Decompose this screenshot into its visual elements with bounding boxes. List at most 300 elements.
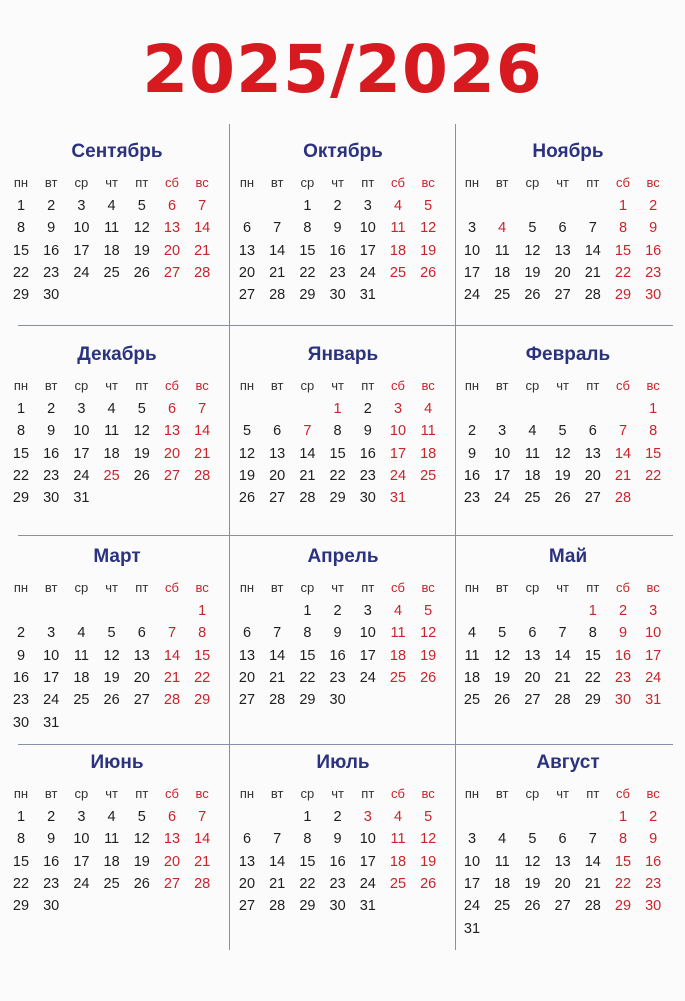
day-cell: 20: [269, 467, 286, 484]
day-cell: 19: [524, 264, 541, 281]
day-cell: 27: [584, 490, 601, 507]
month-name: Июнь: [90, 752, 144, 773]
day-cell: 28: [269, 898, 286, 915]
weekday-label: вт: [495, 580, 509, 595]
day-cell: 14: [269, 242, 286, 259]
weekday-label: чт: [105, 786, 118, 801]
day-cell: 15: [614, 853, 632, 870]
day-cell: 23: [614, 669, 632, 686]
day-cell: 13: [163, 831, 181, 848]
day-cell: 4: [107, 198, 116, 214]
day-cell: 1: [303, 198, 312, 214]
day-cell: 11: [494, 242, 510, 259]
day-cell: 22: [299, 264, 316, 281]
day-cell: 18: [524, 467, 541, 484]
day-cell: 30: [43, 287, 60, 304]
day-cell: 8: [303, 831, 312, 848]
day-cell: 1: [649, 401, 658, 417]
day-cell: 27: [163, 467, 181, 484]
day-cell: 22: [299, 669, 316, 686]
weekday-label: чт: [556, 175, 569, 190]
day-cell: 10: [463, 242, 481, 259]
weekday-label: пн: [464, 378, 480, 393]
day-cell: 9: [333, 831, 342, 848]
day-cell: 20: [238, 669, 256, 686]
day-cell: 1: [198, 603, 207, 619]
weekday-label: пн: [464, 786, 480, 801]
day-cell: 1: [16, 809, 26, 825]
weekday-label: сб: [616, 378, 630, 393]
weekday-label: пт: [361, 786, 375, 801]
day-cell: 11: [420, 423, 436, 440]
day-cell: 12: [494, 647, 511, 664]
weekday-label: ср: [300, 378, 315, 393]
day-cell: 23: [329, 875, 346, 892]
day-cell: 11: [73, 647, 89, 664]
day-cell: 28: [584, 287, 601, 304]
day-cell: 16: [43, 853, 60, 870]
day-cell: 29: [299, 287, 316, 304]
weekday-label: ср: [300, 175, 315, 190]
day-cell: 11: [104, 220, 120, 237]
day-cell: 10: [494, 445, 511, 462]
day-cell: 21: [269, 669, 286, 686]
day-cell: 8: [303, 220, 312, 237]
weekday-label: пт: [586, 786, 600, 801]
day-cell: 22: [614, 875, 632, 892]
day-cell: 17: [389, 445, 407, 462]
day-cell: 30: [12, 714, 30, 731]
day-cell: 5: [137, 401, 146, 417]
day-cell: 30: [359, 490, 376, 507]
day-cell: 14: [194, 220, 211, 237]
day-cell: 26: [420, 264, 437, 281]
day-cell: 27: [163, 875, 181, 892]
weekday-label: пн: [464, 580, 480, 595]
day-cell: 1: [333, 401, 342, 417]
day-cell: 22: [645, 467, 662, 484]
day-cell: 8: [649, 423, 658, 440]
day-cell: 10: [359, 220, 376, 237]
day-cell: 2: [333, 809, 342, 825]
day-cell: 17: [73, 853, 90, 870]
weekday-label: ср: [525, 786, 540, 801]
weekday-label: ср: [74, 786, 89, 801]
day-cell: 24: [359, 264, 376, 281]
day-cell: 17: [359, 242, 376, 259]
day-cell: 7: [198, 198, 207, 214]
day-cell: 25: [420, 467, 437, 484]
day-cell: 5: [137, 198, 146, 214]
day-cell: 2: [333, 603, 342, 619]
day-cell: 26: [103, 692, 120, 709]
day-cell: 2: [47, 198, 56, 214]
weekday-label: пт: [135, 580, 149, 595]
day-cell: 26: [524, 898, 541, 915]
day-cell: 20: [584, 467, 601, 484]
day-cell: 11: [494, 853, 510, 870]
day-cell: 31: [359, 898, 376, 915]
day-cell: 3: [77, 198, 86, 214]
day-cell: 13: [238, 853, 256, 870]
day-cell: 13: [163, 423, 181, 440]
day-cell: 20: [163, 242, 181, 259]
day-cell: 12: [420, 831, 437, 848]
day-cell: 3: [467, 831, 477, 848]
day-cell: 8: [618, 831, 628, 848]
day-cell: 21: [163, 669, 181, 686]
weekday-label: пн: [239, 175, 255, 190]
day-cell: 9: [47, 423, 56, 440]
day-cell: 21: [614, 467, 632, 484]
weekday-label: пт: [135, 175, 149, 190]
day-cell: 18: [389, 647, 407, 664]
day-cell: 29: [12, 898, 30, 915]
day-cell: 16: [12, 669, 30, 686]
day-cell: 25: [73, 692, 90, 709]
day-cell: 20: [163, 853, 181, 870]
day-cell: 20: [554, 264, 571, 281]
weekday-label: пн: [239, 378, 255, 393]
day-cell: 17: [359, 647, 376, 664]
weekday-label: чт: [331, 378, 344, 393]
day-cell: 12: [133, 423, 150, 440]
day-cell: 31: [389, 490, 407, 507]
month-name: Март: [93, 546, 141, 567]
row-divider: [18, 325, 673, 326]
day-cell: 18: [389, 242, 407, 259]
month-name: Июль: [316, 752, 370, 773]
weekday-label: пн: [464, 175, 480, 190]
day-cell: 14: [163, 647, 181, 664]
day-cell: 6: [588, 423, 597, 440]
day-cell: 8: [333, 423, 342, 440]
day-cell: 17: [73, 445, 90, 462]
column-divider: [229, 124, 230, 950]
day-cell: 22: [12, 264, 30, 281]
day-cell: 11: [390, 220, 406, 237]
day-cell: 12: [133, 831, 150, 848]
day-cell: 25: [389, 875, 407, 892]
day-cell: 15: [645, 445, 662, 462]
weekday-label: сб: [391, 786, 405, 801]
day-cell: 13: [554, 853, 571, 870]
day-cell: 21: [584, 264, 601, 281]
weekday-label: вс: [195, 175, 209, 190]
weekday-label: вс: [421, 378, 435, 393]
day-cell: 24: [463, 287, 481, 304]
weekday-label: вт: [44, 175, 58, 190]
day-cell: 19: [420, 242, 437, 259]
day-cell: 12: [554, 445, 571, 462]
weekday-label: чт: [331, 580, 344, 595]
day-cell: 26: [133, 264, 150, 281]
day-cell: 25: [103, 875, 120, 892]
day-cell: 6: [273, 423, 282, 440]
day-cell: 26: [524, 287, 541, 304]
calendar-title: 2025/2026: [142, 31, 543, 108]
day-cell: 18: [73, 669, 90, 686]
weekday-label: ср: [300, 786, 315, 801]
day-cell: 27: [238, 692, 256, 709]
weekday-label: чт: [556, 580, 569, 595]
day-cell: 28: [163, 692, 181, 709]
day-cell: 19: [420, 647, 437, 664]
weekday-label: ср: [525, 580, 540, 595]
day-cell: 25: [494, 898, 511, 915]
month-name: Февраль: [525, 344, 611, 365]
day-cell: 17: [494, 467, 511, 484]
day-cell: 31: [645, 692, 662, 709]
day-cell: 25: [103, 264, 120, 281]
day-cell: 5: [424, 603, 433, 619]
day-cell: 12: [420, 625, 437, 642]
day-cell: 3: [363, 809, 372, 825]
day-cell: 7: [273, 831, 282, 848]
day-cell: 22: [614, 264, 632, 281]
day-cell: 2: [649, 809, 658, 825]
day-cell: 2: [47, 809, 56, 825]
day-cell: 10: [73, 831, 90, 848]
day-cell: 4: [498, 220, 507, 237]
day-cell: 23: [645, 875, 662, 892]
weekday-label: сб: [391, 378, 405, 393]
day-cell: 14: [584, 853, 601, 870]
day-cell: 28: [194, 264, 211, 281]
day-cell: 7: [273, 220, 282, 237]
day-cell: 19: [133, 242, 150, 259]
row-divider: [18, 744, 673, 745]
day-cell: 15: [12, 242, 30, 259]
day-cell: 19: [238, 467, 256, 484]
day-cell: 6: [167, 198, 177, 214]
weekday-label: ср: [300, 580, 315, 595]
day-cell: 11: [390, 625, 406, 642]
day-cell: 2: [16, 625, 26, 642]
day-cell: 9: [333, 625, 342, 642]
day-cell: 30: [614, 692, 632, 709]
weekday-label: ср: [74, 175, 89, 190]
day-cell: 31: [359, 287, 376, 304]
day-cell: 5: [528, 831, 537, 848]
day-cell: 19: [103, 669, 120, 686]
weekday-label: пт: [361, 378, 375, 393]
weekday-label: чт: [105, 378, 118, 393]
day-cell: 10: [43, 647, 60, 664]
day-cell: 2: [333, 198, 342, 214]
weekday-label: чт: [105, 175, 118, 190]
day-cell: 10: [359, 831, 376, 848]
weekday-label: пн: [239, 580, 255, 595]
day-cell: 27: [554, 898, 571, 915]
weekday-label: вт: [44, 378, 58, 393]
day-cell: 30: [645, 287, 662, 304]
day-cell: 20: [554, 875, 571, 892]
day-cell: 23: [463, 490, 481, 507]
day-cell: 23: [43, 467, 60, 484]
day-cell: 27: [133, 692, 150, 709]
weekday-label: пт: [361, 175, 375, 190]
day-cell: 26: [133, 875, 150, 892]
day-cell: 5: [558, 423, 567, 440]
day-cell: 26: [554, 490, 571, 507]
day-cell: 9: [47, 220, 56, 237]
day-cell: 16: [645, 853, 662, 870]
day-cell: 28: [194, 467, 211, 484]
day-cell: 17: [359, 853, 376, 870]
day-cell: 2: [47, 401, 56, 417]
weekday-label: вт: [270, 378, 284, 393]
day-cell: 9: [333, 220, 342, 237]
day-cell: 29: [584, 692, 601, 709]
day-cell: 4: [393, 809, 403, 825]
day-cell: 4: [528, 423, 537, 440]
day-cell: 21: [299, 467, 316, 484]
day-cell: 28: [614, 490, 632, 507]
day-cell: 22: [584, 669, 601, 686]
day-cell: 3: [363, 603, 372, 619]
day-cell: 5: [242, 423, 252, 440]
day-cell: 4: [107, 809, 116, 825]
day-cell: 24: [359, 669, 376, 686]
weekday-label: чт: [556, 378, 569, 393]
day-cell: 27: [554, 287, 571, 304]
day-cell: 13: [163, 220, 181, 237]
day-cell: 19: [554, 467, 571, 484]
day-cell: 11: [390, 831, 406, 848]
day-cell: 17: [463, 875, 481, 892]
day-cell: 27: [163, 264, 181, 281]
day-cell: 31: [463, 920, 481, 937]
day-cell: 2: [618, 603, 628, 619]
day-cell: 21: [194, 445, 211, 462]
day-cell: 12: [420, 220, 437, 237]
day-cell: 5: [424, 809, 433, 825]
weekday-label: вс: [195, 378, 209, 393]
day-cell: 4: [393, 603, 403, 619]
day-cell: 9: [467, 445, 477, 462]
day-cell: 13: [269, 445, 286, 462]
day-cell: 17: [463, 264, 481, 281]
day-cell: 15: [299, 647, 316, 664]
day-cell: 3: [393, 401, 403, 417]
day-cell: 18: [494, 875, 511, 892]
day-cell: 14: [299, 445, 316, 462]
weekday-label: вт: [44, 580, 58, 595]
weekday-label: вс: [646, 786, 660, 801]
day-cell: 16: [614, 647, 632, 664]
day-cell: 16: [329, 242, 346, 259]
weekday-label: вт: [44, 786, 58, 801]
day-cell: 7: [167, 625, 177, 642]
weekday-label: вт: [495, 786, 509, 801]
day-cell: 29: [194, 692, 211, 709]
day-cell: 24: [645, 669, 662, 686]
day-cell: 10: [73, 423, 90, 440]
day-cell: 7: [588, 831, 597, 848]
day-cell: 19: [494, 669, 511, 686]
day-cell: 25: [494, 287, 511, 304]
day-cell: 6: [528, 625, 537, 642]
day-cell: 6: [242, 831, 252, 848]
day-cell: 16: [43, 445, 60, 462]
day-cell: 18: [103, 242, 120, 259]
weekday-label: пн: [239, 786, 255, 801]
day-cell: 28: [194, 875, 211, 892]
day-cell: 7: [198, 401, 207, 417]
day-cell: 22: [194, 669, 211, 686]
day-cell: 28: [269, 692, 286, 709]
day-cell: 11: [464, 647, 480, 664]
day-cell: 8: [303, 625, 312, 642]
day-cell: 16: [329, 853, 346, 870]
day-cell: 10: [73, 220, 90, 237]
day-cell: 30: [329, 898, 346, 915]
day-cell: 4: [77, 625, 86, 642]
day-cell: 30: [329, 692, 346, 709]
day-cell: 28: [269, 287, 286, 304]
day-cell: 12: [524, 242, 541, 259]
weekday-label: пт: [135, 786, 149, 801]
day-cell: 14: [614, 445, 632, 462]
day-cell: 22: [329, 467, 346, 484]
day-cell: 23: [329, 669, 346, 686]
weekday-label: вс: [421, 580, 435, 595]
day-cell: 29: [614, 898, 632, 915]
day-cell: 3: [77, 401, 86, 417]
day-cell: 7: [273, 625, 282, 642]
day-cell: 4: [107, 401, 116, 417]
day-cell: 26: [494, 692, 511, 709]
day-cell: 9: [363, 423, 372, 440]
day-cell: 11: [104, 423, 120, 440]
day-cell: 16: [329, 647, 346, 664]
day-cell: 6: [242, 220, 252, 237]
day-cell: 18: [494, 264, 511, 281]
day-cell: 15: [12, 853, 30, 870]
weekday-label: пт: [586, 580, 600, 595]
day-cell: 21: [269, 264, 286, 281]
day-cell: 18: [103, 445, 120, 462]
day-cell: 15: [329, 445, 346, 462]
month-name: Октябрь: [303, 141, 383, 162]
day-cell: 28: [554, 692, 571, 709]
day-cell: 8: [588, 625, 597, 642]
day-cell: 13: [524, 647, 541, 664]
day-cell: 13: [133, 647, 150, 664]
month-name: Апрель: [307, 546, 379, 567]
day-cell: 20: [524, 669, 541, 686]
day-cell: 7: [303, 423, 312, 440]
day-cell: 14: [194, 831, 211, 848]
day-cell: 19: [524, 875, 541, 892]
day-cell: 26: [133, 467, 150, 484]
day-cell: 8: [16, 831, 26, 848]
day-cell: 21: [194, 242, 211, 259]
day-cell: 29: [12, 490, 30, 507]
day-cell: 4: [424, 401, 433, 417]
day-cell: 29: [299, 898, 316, 915]
day-cell: 17: [73, 242, 90, 259]
weekday-label: ср: [74, 378, 89, 393]
weekday-label: пн: [13, 786, 29, 801]
day-cell: 25: [524, 490, 541, 507]
day-cell: 4: [467, 625, 477, 642]
day-cell: 16: [43, 242, 60, 259]
day-cell: 5: [498, 625, 507, 642]
day-cell: 11: [524, 445, 540, 462]
day-cell: 21: [554, 669, 571, 686]
